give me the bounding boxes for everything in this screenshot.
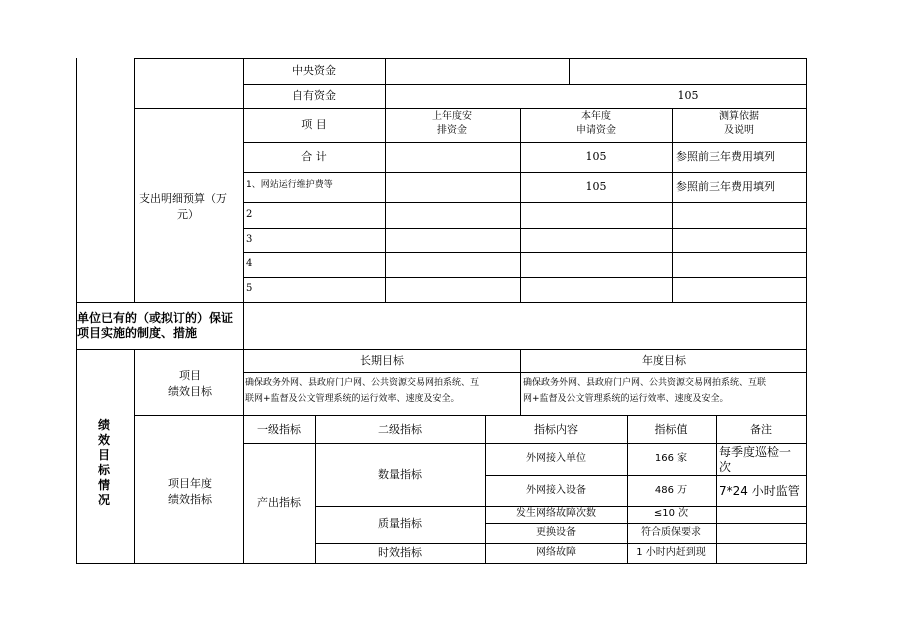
- output-indicator-label: 产出指标: [257, 496, 301, 509]
- indicator-value: 486 万: [654, 485, 688, 496]
- prev-year-header-2: 排资金: [437, 125, 467, 136]
- grid-line: [134, 58, 807, 59]
- indicator-content: 更换设备: [536, 527, 576, 538]
- long-term-goal-header: 长期目标: [360, 354, 404, 367]
- indicator-content: 网络故障: [536, 547, 576, 558]
- budget-row-current: 105: [585, 180, 607, 193]
- basis-header: 测算依据: [719, 111, 759, 122]
- indicator-content: 发生网络故障次数: [516, 508, 596, 519]
- grid-line: [134, 415, 807, 416]
- basis-header-2: 及说明: [724, 125, 754, 136]
- grid-line: [520, 108, 521, 302]
- system-measures-label-2: 项目实施的制度、措施: [77, 326, 198, 340]
- level2-header: 二级指标: [378, 423, 422, 436]
- indicator-note: 7*24 小时监管: [719, 484, 800, 498]
- note-header: 备注: [750, 423, 772, 436]
- budget-row-label: 5: [246, 283, 253, 294]
- project-goal-label: 项目: [179, 369, 201, 382]
- budget-row-basis: 参照前三年费用填列: [676, 180, 775, 193]
- indicator-value: ≤10 次: [653, 508, 689, 519]
- performance-section-label: 绩效目标情况: [97, 418, 110, 507]
- annual-indicator-label-2: 绩效指标: [168, 493, 212, 506]
- content-header: 指标内容: [534, 423, 578, 436]
- grid-line: [315, 506, 807, 507]
- grid-line: [243, 58, 244, 564]
- grid-line: [134, 108, 807, 109]
- grid-line: [134, 349, 135, 564]
- own-funds-value: 105: [677, 89, 699, 102]
- indicator-content: 外网接入设备: [526, 485, 586, 496]
- grid-line: [76, 563, 807, 564]
- grid-line: [76, 349, 807, 350]
- grid-line: [134, 58, 135, 302]
- grid-line: [315, 415, 316, 564]
- budget-detail-label-unit: 元）: [177, 208, 199, 221]
- grid-line: [243, 84, 807, 85]
- grid-line: [243, 172, 807, 173]
- grid-line: [243, 228, 807, 229]
- grid-line: [76, 302, 807, 303]
- budget-row-label: 1、网站运行维护费等: [246, 180, 333, 190]
- long-term-goal-text: 确保政务外网、县政府门户网、公共资源交易网拍系统、互: [245, 378, 480, 388]
- indicator-value: 1 小时内赶到现: [636, 547, 706, 558]
- budget-detail-label: 支出明细预算（万: [139, 192, 227, 205]
- annual-goal-header: 年度目标: [642, 354, 686, 367]
- grid-line: [243, 277, 807, 278]
- indicator-content: 外网接入单位: [526, 453, 586, 464]
- prev-year-header: 上年度安: [432, 111, 472, 122]
- long-term-goal-text-2: 联网+监督及公文管理系统的运行效率、速度及安全。: [245, 394, 460, 404]
- grid-line: [243, 202, 807, 203]
- grid-line: [243, 372, 807, 373]
- timeliness-indicator-label: 时效指标: [378, 546, 422, 559]
- quantity-indicator-label: 数量指标: [378, 468, 422, 481]
- grid-line: [243, 443, 807, 444]
- budget-row-label: 2: [246, 209, 253, 220]
- project-goal-label-2: 绩效目标: [168, 385, 212, 398]
- grid-line: [520, 349, 521, 415]
- grid-line: [569, 58, 570, 84]
- system-measures-label: 单位已有的（或拟订的）保证: [77, 311, 234, 325]
- grid-line: [716, 415, 717, 564]
- this-year-header: 本年度: [581, 111, 611, 122]
- grid-line: [485, 523, 807, 524]
- level1-header: 一级指标: [257, 423, 301, 436]
- grid-line: [243, 252, 807, 253]
- total-current: 105: [585, 150, 607, 163]
- value-header: 指标值: [654, 423, 688, 436]
- indicator-value: 符合质保要求: [641, 527, 701, 538]
- grid-line: [672, 108, 673, 302]
- grid-line: [315, 543, 807, 544]
- quality-indicator-label: 质量指标: [378, 517, 422, 530]
- budget-row-label: 3: [246, 234, 253, 245]
- grid-line: [485, 415, 486, 564]
- grid-line: [243, 142, 807, 143]
- annual-goal-text-2: 网+监督及公文管理系统的运行效率、速度及安全。: [523, 394, 729, 404]
- grid-line: [627, 415, 628, 564]
- annual-indicator-label: 项目年度: [168, 477, 212, 490]
- item-column-header: 项 目: [301, 118, 327, 131]
- this-year-header-2: 申请资金: [576, 125, 616, 136]
- grid-line: [485, 475, 807, 476]
- indicator-value: 166 家: [654, 453, 688, 464]
- grid-line: [806, 58, 807, 564]
- annual-goal-text: 确保政务外网、县政府门户网、公共资源交易网拍系统、互联: [523, 378, 767, 388]
- own-funds-label: 自有资金: [292, 89, 336, 102]
- total-basis: 参照前三年费用填列: [676, 150, 775, 163]
- central-funds-label: 中央资金: [292, 64, 336, 77]
- indicator-note-2: 次: [719, 460, 732, 474]
- total-label: 合 计: [301, 150, 327, 163]
- indicator-note: 每季度巡检一: [719, 445, 792, 459]
- grid-line: [385, 58, 386, 302]
- budget-row-label: 4: [246, 258, 253, 269]
